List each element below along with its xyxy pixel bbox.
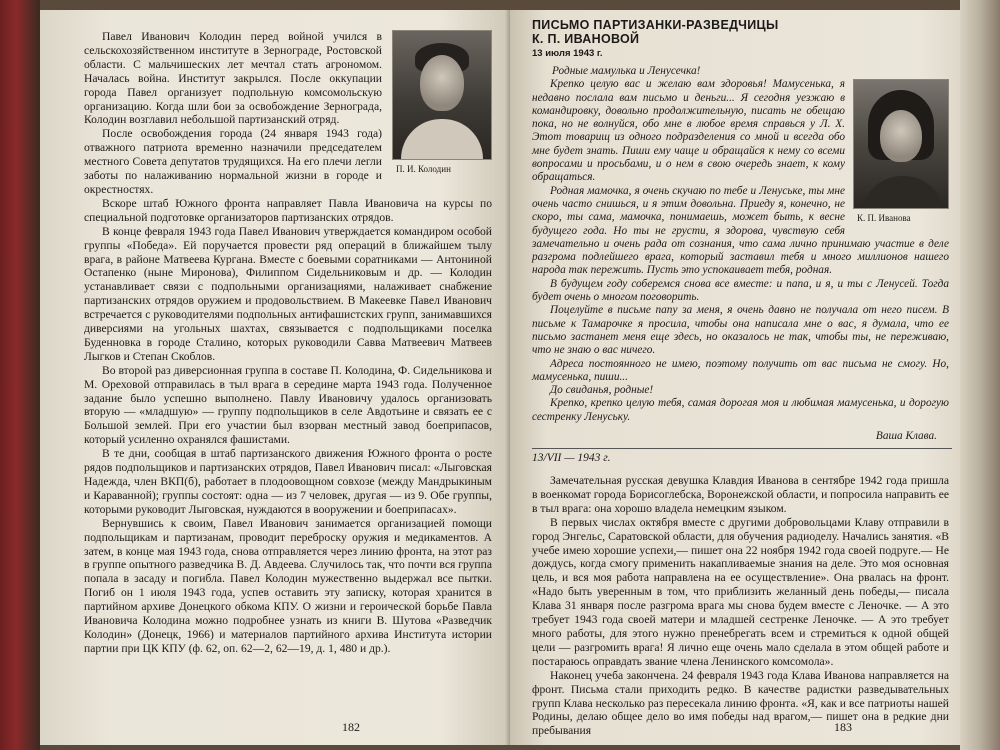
right-paragraph-3: Наконец учеба закончена. 24 февраля 1943 года Клава Иванова направляется на фронт. Письма стали приходить редко. В качестве радистки разведывательных групп Клава несколько раз пересекала линию фронта. «Я, как и все патриоты нашей Родины, делаю общее дело во имя победы над врагом,— пишет она в редкие дни пребывания xyxy=(532,668,949,738)
letter-salutation: Родные мамулька и Ленусечка! xyxy=(552,65,701,77)
left-page xyxy=(40,10,510,745)
left-paragraph-7: Вернувшись к своим, Павел Иванович занимается организацией помощи подпольщикам и партизанам, проводит переброску оружия и медикаментов. А затем, в конце мая 1943 года, снова отправляется через линию фронта, на этот раз в группе опытного разведчика В. Д. Авдеева. Случилось так, что почти вся группа попала в засаду и погибла. Павел Колодин мужественно выдержал все пытки. Погиб он 1 июля 1943 года, успев оставить эту записку, которая хранится в партийном архиве Донецкого обкома КПУ. О жизни и героической борьбе Павла Ивановича Колодина можно подробнее узнать из книги В. Шутова «Разведчик Колодин» (Донецк, 1966) и материалов партийного архива Института истории партии при ЦК КПУ (ф. 62, оп. 62—2, 62—19, д. 1, 480 и др.). xyxy=(84,516,492,655)
portrait-photo-kolodin xyxy=(392,30,492,160)
photo-caption-right: К. П. Иванова xyxy=(857,213,911,223)
letter-paragraph-5: Адреса постоянного не имею, поэтому получить от вас письма не смогу. Но, мамусенька, пиши... xyxy=(532,357,949,383)
letter-paragraph-3: В будущем году соберемся снова все вместе: и папа, и я, и ты с Ленусей. Тогда будет очень о многом поговорить. xyxy=(532,277,949,304)
letter-title: ПИСЬМО ПАРТИЗАНКИ-РАЗВЕДЧИЦЫ xyxy=(532,18,779,32)
left-paragraph-3: Вскоре штаб Южного фронта направляет Павла Ивановича на курсы по специальной подготовке организаторов партизанских отрядов. xyxy=(84,196,492,224)
portrait-kolodin xyxy=(392,30,492,174)
right-paragraph-1: Замечательная русская девушка Клавдия Иванова в сентябре 1942 года пришла в военкомат города Борисоглебска, Воронежской области, и попросила направить ее в тыл врага: она хорошо владела немецким языком. xyxy=(532,474,950,515)
right-page xyxy=(510,10,965,745)
left-paragraph-4: В конце февраля 1943 года Павел Иванович утверждается командиром особой группы «Победа». Ей поручается провести ряд операций в ближайшем тылу врага, в районе Матвеева Кургана. Вместе с боевыми соратниками — Антониной Остапенко (ныне Мироновa), Филиппом Сидельниковым и др. — Колодин устанавливает связи с подпольными организациями, налаживает снабжение партизанских отрядов оружием и продовольствием. В Макеевке Павел Иванович встречается с руководителями подпольных антифашистских групп, занимавшихся диверсиями на угольных шахтах, связывается с подпольщиками поселка Буденновка в городе Сталино, которых руководили Савва Матвеевич Матвеев Лыгков и Степан Скоблов. xyxy=(84,224,492,363)
photo-caption-left: П. И. Колодин xyxy=(396,164,451,174)
left-paragraph-6: В те дни, сообщая в штаб партизанского движения Южного фронта о росте рядов подпольщиков и партизанских отрядов, Павел Иванович писал: «Лыговская Надежда, член ВКП(б), работает в плодоовощном совхозе (между Мандрыкиным и Караванной); группы состоят: одна — из 7 человек, другая — из 9. Обе группы, которыми руководит Лыговская, нуждаются в вооружении и боеприпасах». xyxy=(84,447,492,516)
letter-paragraph-7: Крепко, крепко целую тебя, самая дорогая моя и любимая мамусенька, и дорогую сестренку Ленуську. xyxy=(532,397,949,423)
page-number-left: 182 xyxy=(342,720,360,734)
page-number-right: 183 xyxy=(834,720,852,734)
book-page-edges-right xyxy=(960,0,1000,750)
letter-title-name: К. П. ИВАНОВОЙ xyxy=(532,32,640,46)
letter-paragraph-4: Поцелуйте в письме папу за меня, я очень давно не получала от него писем. В письме к Тамарочке я просила, чтобы она написала мне о вас, я думала, что ее письмо застанет меня еще здесь, но оказалось не так, чтобы ты, не переживаю, что не знаю о вас ничего. xyxy=(532,304,949,357)
portrait-ivanova xyxy=(853,79,949,223)
letter-closing-date: 13/VII — 1943 г. xyxy=(532,448,952,464)
portrait-photo-ivanova xyxy=(853,79,949,209)
letter-paragraph-2: Родная мамочка, я очень скучаю по тебе и Ленуське, ты мне очень часто снишься, и я этим довольна. Приеду я, конечно, не скоро, ты сама, мамочка, понимаешь, может быть, к весне будущего года. Но ты не грусти, я здорова, чувствую себя замечательно и очень рада от сознания, что сама лично принимаю участие в деле разгрома подлейшего врага, который заставил тебя и много миллионов нашего народа так пережить. Пусть это успокаивает тебя, родная. xyxy=(532,184,949,277)
letter-heading-date: 13 июля 1943 г. xyxy=(532,48,603,59)
right-paragraph-2: В первых числах октября вместе с другими добровольцами Клаву отправили в город Энгельс, Саратовской области, для обучения радиоделу. Начались занятия. «В учебе имею хорошие успехи,— пишет она 22 ноября 1942 года своей подруге.— Не дождусь, когда смогу применить накапливаемые знания на деле. Это моя основная цель, и вся моя работа направлена на ее осуществление». Она рвалась на фронт. «Надо быть уверенным в том, что приблизить желанный день победы,— писала Клава 31 января после разгрома врага мы снова будем вместе с Леночке. — А это требует 1943 года своей матери и младшей сестренке Леночке. — А это требует много работы, для этого нужно пренебрегать всем и стремиться к одной общей цели — разгромить врага! Я лично еще очень мало сделала в этом общей работе и постараюсь оправдать звание члена Ленинского комсомола». xyxy=(532,515,949,668)
letter-signature: Ваша Клава. xyxy=(875,430,937,443)
left-paragraph-2: После освобождения города (24 января 1943 года) отважного патриота временно назначили председателем местного Совета депутатов трудящихся. На его плечи легли заботы по налаживанию нормальной жизни в городе и окрестностях. xyxy=(84,127,382,196)
letter-paragraph-6: До свиданья, родные! xyxy=(550,384,654,397)
letter-paragraph-1: Крепко целую вас и желаю вам здоровья! Мамусенька, я недавно послала вам письмо и деньги... Я сегодня уезжаю в командировку, довольно продолжительную, писать не обещаю пока, но не волнуйся, обо мне в любое время справься у Л. Х. Этот товарищ из одного подразделения со мной и всегда обо мне будет знать. Пиши ему чаще и обращайся к нему со всеми вопросами и просьбами, и о нем в свою очередь знает, к кому обращаться. xyxy=(532,78,845,184)
book-cover-edge-left xyxy=(0,0,40,750)
left-paragraph-5: Во второй раз диверсионная группа в составе П. Колодина, Ф. Сидельникова и М. Ореховой отправилась в тыл врага в середине марта 1943 года. Полученное задание было успешно выполнено. Павлу Ивановичу удалось организовать вторую — «младшую» — группу подпольщиков в селе Авдотьине и связать ее с Большой землей. При его участии был взорван местный завод боеприпасов, который усиленно охранялся фашистами. xyxy=(84,363,492,447)
left-paragraph-1: Павел Иванович Колодин перед войной учился в сельскохозяйственном институте в Зернограде, Ростовской области. С мальчишеских лет мечтал стать агрономом. Началась война. Институт закрылся. После оккупации города Павел организует подпольную комсомольскую организацию. Когда шли бои за освобождение Зернограда, Колодин возглавил небольшой партизанский отряд. xyxy=(84,30,382,127)
